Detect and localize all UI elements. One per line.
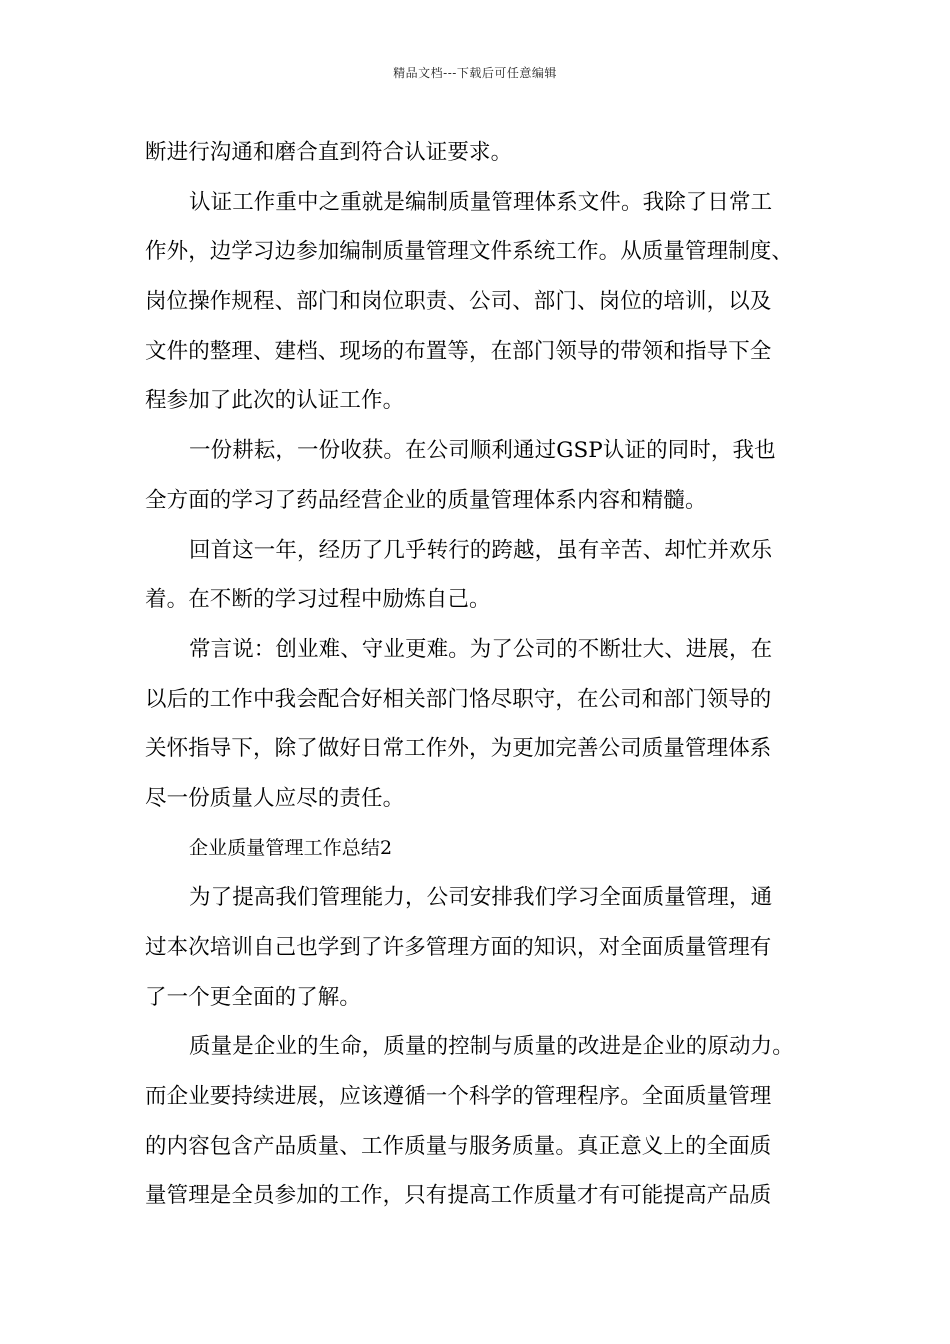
section-heading: 企业质量管理工作总结2 [189,836,393,859]
page-header: 精品文档---下载后可任意编辑 [393,66,557,80]
text-line: 着。在不断的学习过程中励炼自己。 [145,587,491,613]
text-line: 的内容包含产品质量、工作质量与服务质量。真正意义上的全面质 [145,1133,772,1159]
text-line: 程参加了此次的认证工作。 [145,388,405,414]
text-line: 了一个更全面的了解。 [145,984,362,1010]
text-line: 常言说：创业难、守业更难。为了公司的不断壮大、进展，在 [189,636,773,662]
text-line: 为了提高我们管理能力，公司安排我们学习全面质量管理，通 [189,885,773,911]
text-line: 以后的工作中我会配合好相关部门恪尽职守，在公司和部门领导的 [145,686,772,712]
text-line: 断进行沟通和磨合直到符合认证要求。 [145,140,513,165]
text-line: 一份耕耘，一份收获。在公司顺利通过GSP认证的同时，我也 [189,438,776,464]
document-body [145,128,835,1221]
text-line: 岗位操作规程、部门和岗位职责、公司、部门、岗位的培训，以及 [145,289,772,315]
text-line: 量管理是全员参加的工作，只有提高工作质量才有可能提高产品质 [145,1183,772,1209]
text-line: 文件的整理、建档、现场的布置等，在部门领导的带领和指导下全 [145,338,772,364]
text-line: 作外，边学习边参加编制质量管理文件系统工作。从质量管理制度、 [145,239,794,265]
text-line: 过本次培训自己也学到了许多管理方面的知识，对全面质量管理有 [145,935,772,960]
text-line: 回首这一年，经历了几乎转行的跨越，虽有辛苦、却忙并欢乐 [189,537,773,563]
text-line: 质量是企业的生命，质量的控制与质量的改进是企业的原动力。 [189,1034,794,1060]
text-line: 认证工作重中之重就是编制质量管理体系文件。我除了日常工 [189,189,773,215]
text-line: 关怀指导下，除了做好日常工作外，为更加完善公司质量管理体系 [145,736,772,762]
text-line: 尽一份质量人应尽的责任。 [145,785,405,811]
text-line: 全方面的学习了药品经营企业的质量管理体系内容和精髓。 [145,487,707,513]
text-line: 而企业要持续进展，应该遵循一个科学的管理程序。全面质量管理 [145,1084,772,1110]
